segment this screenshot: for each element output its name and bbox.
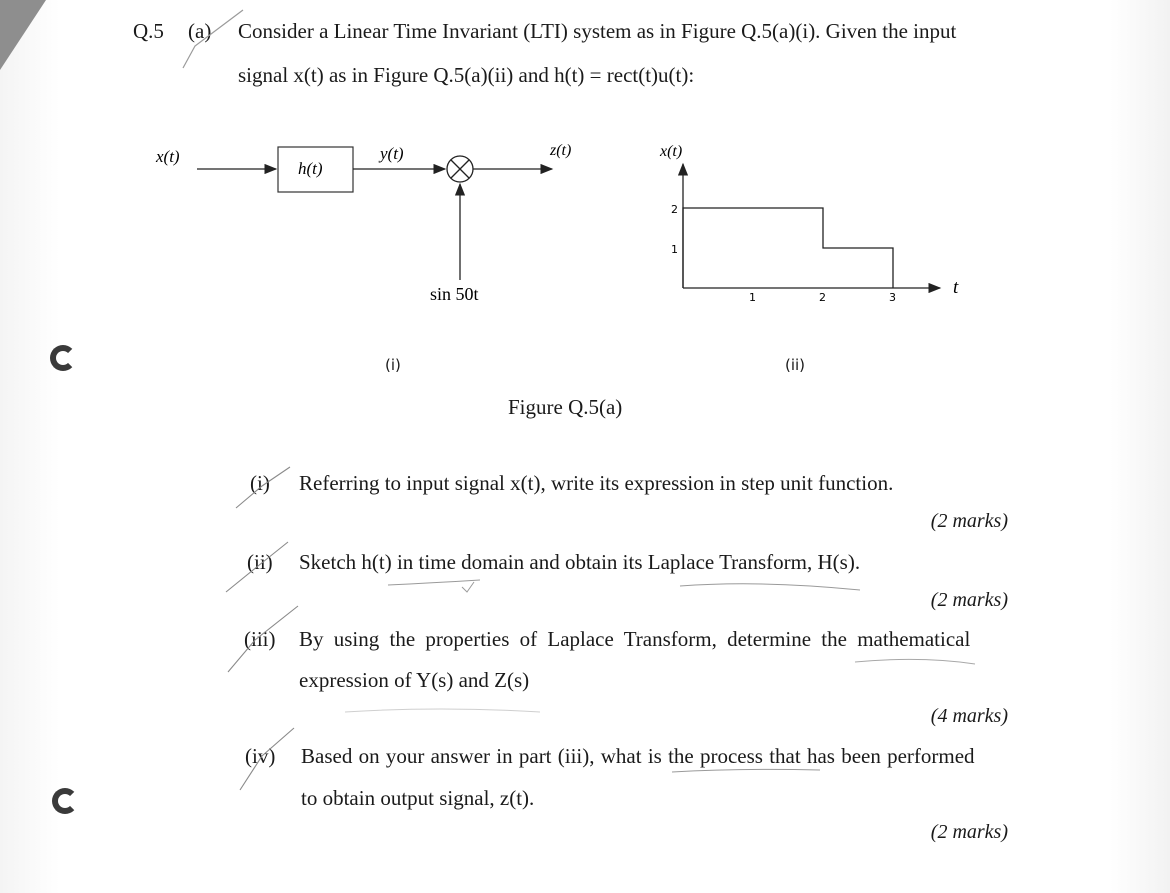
binder-hole-bottom — [52, 788, 78, 814]
question-number: Q.5 — [133, 19, 164, 43]
subq-iii-text-line1: By using the properties of Laplace Transform, determine the mathematical — [299, 627, 971, 651]
x-tick-label: 3 — [889, 291, 896, 304]
question-intro-line2: signal x(t) as in Figure Q.5(a)(ii) and h(t) = rect(t)u(t): — [238, 63, 695, 87]
subq-iv-text-line2: to obtain output signal, z(t). — [301, 786, 535, 810]
signal-staircase-line — [683, 208, 893, 288]
y-tick-label: 2 — [671, 203, 678, 216]
figure-i-label: (i) — [385, 356, 401, 374]
subq-i-label: (i) — [250, 471, 270, 495]
subq-ii-marks: (2 marks) — [930, 589, 1008, 611]
subq-iii-marks: (4 marks) — [930, 705, 1008, 727]
subq-iii-label: (iii) — [244, 627, 276, 651]
y-tick-label: 1 — [671, 243, 678, 256]
input-label: x(t) — [156, 147, 180, 166]
subq-i-marks: (2 marks) — [930, 510, 1008, 532]
intermediate-label: y(t) — [380, 144, 404, 163]
subq-iii-text-line2: expression of Y(s) and Z(s) — [299, 668, 530, 692]
subq-ii-text: Sketch h(t) in time domain and obtain its Laplace Transform, H(s). — [299, 550, 861, 574]
subq-iv-label: (iv) — [245, 744, 276, 768]
output-label: z(t) — [550, 142, 572, 159]
folded-corner — [0, 0, 46, 70]
signal-plot — [650, 140, 959, 310]
plot-y-label: x(t) — [660, 143, 683, 160]
figure-ii-label: (ii) — [785, 356, 806, 374]
x-tick-label: 1 — [749, 291, 756, 304]
binder-hole-top — [50, 345, 76, 371]
question-part: (a) — [188, 19, 212, 43]
block-label: h(t) — [298, 159, 323, 178]
subq-iv-text-line1: Based on your answer in part (iii), what is the process that has been performed — [301, 744, 975, 768]
plot-x-label: t — [953, 277, 959, 298]
question-intro-line1: Consider a Linear Time Invariant (LTI) system as in Figure Q.5(a)(i). Given the input — [238, 19, 957, 43]
pencil-tick-a — [175, 6, 255, 76]
carrier-label: sin 50t — [430, 284, 479, 304]
x-tick-label: 2 — [819, 291, 826, 304]
figure-caption: Figure Q.5(a) — [508, 395, 623, 419]
subq-ii-label: (ii) — [247, 550, 273, 574]
block-diagram — [150, 135, 620, 315]
subq-i-text: Referring to input signal x(t), write its expression in step unit function. — [299, 471, 894, 495]
subq-iv-marks: (2 marks) — [930, 821, 1008, 843]
